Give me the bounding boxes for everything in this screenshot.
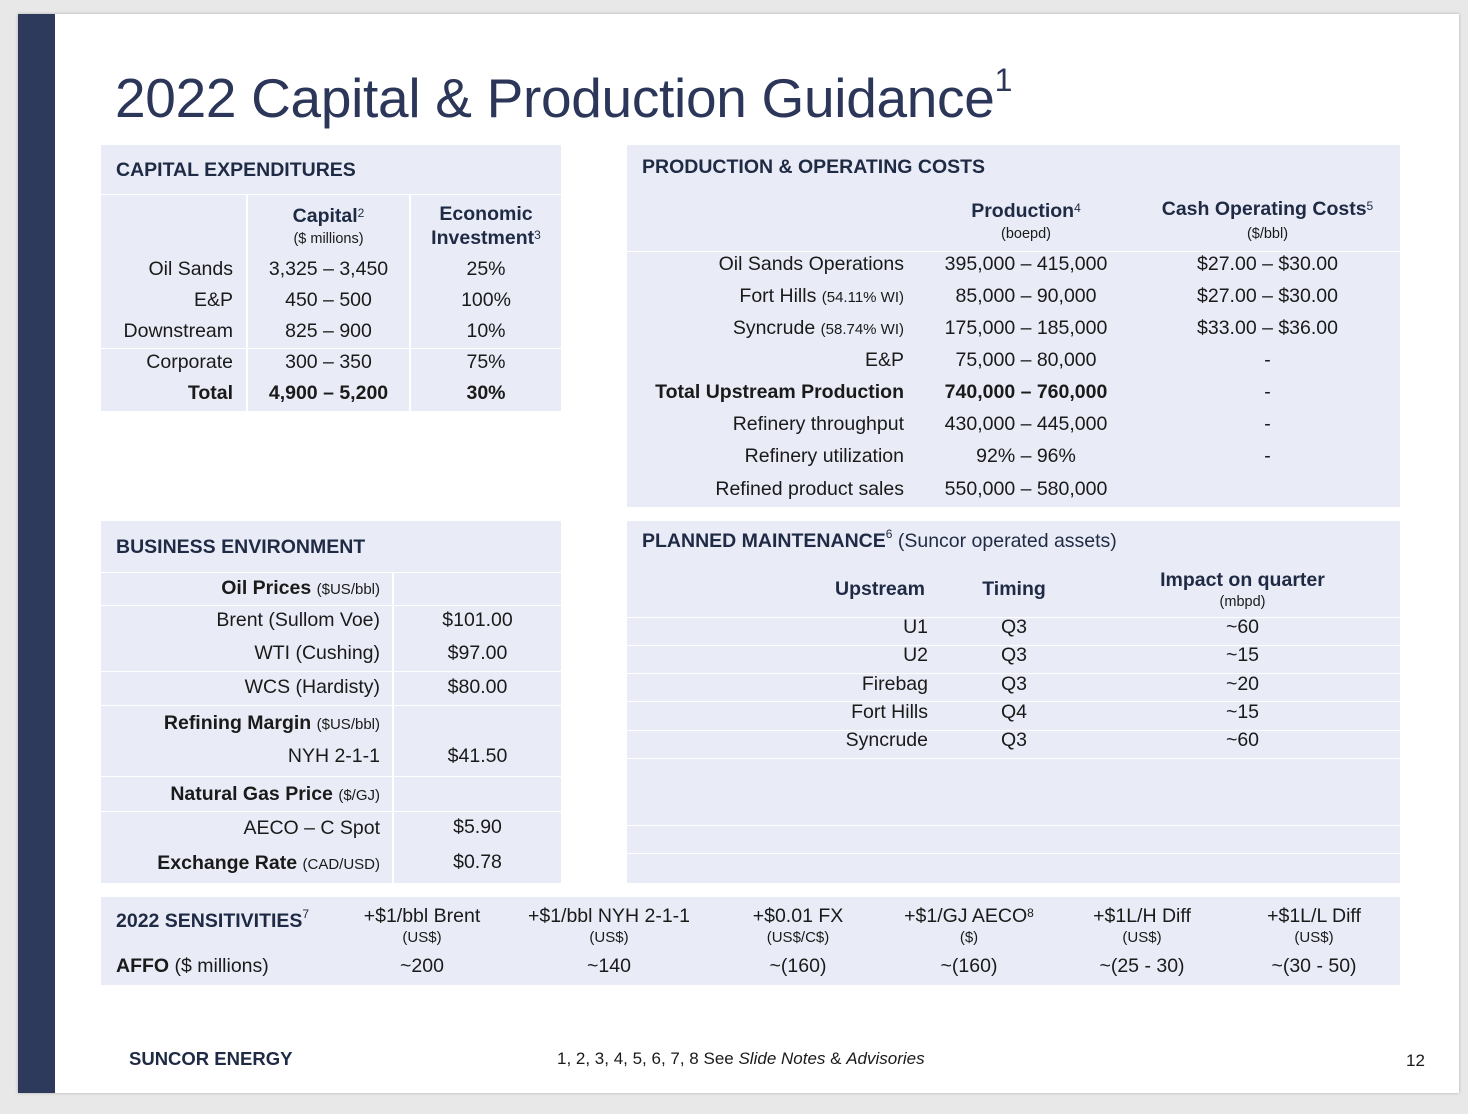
production-row-cost: $33.00 – $36.00: [1197, 317, 1338, 339]
sensitivity-col-unit: (US$): [402, 929, 442, 946]
sensitivity-col-label: +$1L/H Diff: [1093, 905, 1191, 927]
maintenance-heading: PLANNED MAINTENANCE$^6$ (Suncor operated assets): [642, 527, 1117, 552]
production-row-prod: 85,000 – 90,000: [955, 285, 1097, 307]
business-row-label: NYH 2-1-1: [287, 745, 380, 767]
business-row-label: AECO – C Spot: [243, 817, 380, 839]
business-divider: [101, 705, 561, 706]
title-footnote: 1: [994, 62, 1013, 98]
slide-sidebar-bar: [18, 14, 55, 1093]
capex-heading: CAPITAL EXPENDITURES: [116, 159, 356, 181]
capex-col-capital: Capital$^2$: [292, 205, 365, 227]
production-col-cost-unit: ($/bbl): [1246, 226, 1289, 242]
business-divider: [101, 811, 561, 812]
sensitivity-col-unit: (US$): [1294, 929, 1334, 946]
business-row-label: WTI (Cushing): [254, 642, 380, 664]
capex-row-label: Corporate: [146, 351, 233, 373]
capex-col-econ-line1: Economic: [439, 203, 533, 225]
production-col-cost: Cash Operating Costs$^5$: [1161, 198, 1374, 220]
capex-row-capital: 300 – 350: [285, 351, 372, 373]
capex-divider-1: [101, 194, 561, 195]
production-row-prod: 430,000 – 445,000: [944, 413, 1108, 435]
production-row-prod: 92% – 96%: [976, 445, 1076, 467]
maintenance-row-impact: ~15: [1225, 644, 1260, 666]
sensitivity-value: ~(25 - 30): [1099, 955, 1185, 977]
sensitivity-col-label: +$1/bbl Brent: [363, 905, 481, 927]
production-row-label: Fort Hills (54.11% WI): [739, 285, 904, 307]
capex-row-econ: 100%: [461, 289, 511, 311]
production-row-label: Syncrude (58.74% WI): [732, 317, 904, 339]
capex-col-capital-unit: ($ millions): [293, 231, 364, 247]
business-row-value: $101.00: [442, 609, 513, 631]
maintenance-row-timing: Q3: [1000, 616, 1027, 638]
sensitivities-heading: 2022 SENSITIVITIES$^7$: [116, 907, 310, 932]
capex-row-econ: 75%: [466, 351, 506, 373]
production-row-cost: -: [1264, 413, 1271, 435]
sensitivity-value: ~(30 - 50): [1271, 955, 1357, 977]
production-row-prod: 75,000 – 80,000: [955, 349, 1097, 371]
business-row-label: Natural Gas Price ($/GJ): [170, 783, 380, 805]
business-row-value: $97.00: [447, 642, 508, 664]
capex-row-econ: 25%: [466, 258, 506, 280]
business-divider: [101, 572, 561, 573]
business-row-label: WCS (Hardisty): [244, 676, 380, 698]
production-row-cost: $27.00 – $30.00: [1197, 253, 1338, 275]
production-row-label: Oil Sands Operations: [718, 253, 904, 275]
production-total-prod: 740,000 – 760,000: [944, 381, 1108, 403]
production-row-prod: 175,000 – 185,000: [944, 317, 1108, 339]
business-row-label: Brent (Sullom Voe): [216, 609, 380, 631]
maintenance-row-impact: ~60: [1225, 616, 1260, 638]
maintenance-col-impact-unit: (mbpd): [1219, 594, 1266, 610]
sensitivity-value: ~200: [400, 955, 444, 977]
sensitivity-value: ~(160): [769, 955, 827, 977]
capex-col-econ-line2: Investment$^3$: [431, 227, 541, 249]
capex-total-capital: 4,900 – 5,200: [268, 382, 389, 404]
business-row-value: $5.90: [453, 816, 502, 838]
production-row-cost: $27.00 – $30.00: [1197, 285, 1338, 307]
maintenance-divider: [627, 758, 1400, 759]
business-row-label: Refining Margin ($US/bbl): [163, 712, 380, 734]
business-row-value: $80.00: [447, 676, 508, 698]
production-row-label: E&P: [864, 349, 904, 371]
business-heading: BUSINESS ENVIRONMENT: [116, 536, 366, 558]
maintenance-row-timing: Q3: [1000, 729, 1027, 751]
business-row-value: $0.78: [453, 851, 502, 873]
production-row-label: Refined product sales: [715, 478, 904, 500]
maintenance-row-impact: ~15: [1225, 701, 1260, 723]
maintenance-row-asset: Fort Hills: [851, 701, 928, 723]
sensitivity-col-label: +$1L/L Diff: [1267, 905, 1361, 927]
sensitivity-col-unit: (US$): [589, 929, 629, 946]
maintenance-row-asset: U2: [903, 644, 928, 666]
capex-total-label: Total: [187, 382, 233, 404]
business-divider: [101, 776, 561, 777]
maintenance-row-impact: ~20: [1225, 673, 1260, 695]
production-row-prod: 395,000 – 415,000: [944, 253, 1108, 275]
sensitivity-col-unit: (US$): [1122, 929, 1162, 946]
capex-row-capital: 450 – 500: [285, 289, 372, 311]
capex-total-econ: 30%: [466, 382, 506, 404]
maintenance-row-asset: U1: [903, 616, 928, 638]
business-row-label: Oil Prices ($US/bbl): [221, 577, 380, 599]
capex-row-label: Oil Sands: [148, 258, 233, 280]
production-row-label: Refinery utilization: [744, 445, 904, 467]
sensitivities-row-label: AFFO ($ millions): [116, 955, 269, 977]
business-divider: [101, 671, 561, 672]
capex-row-label: Downstream: [123, 320, 233, 342]
production-heading: PRODUCTION & OPERATING COSTS: [642, 156, 986, 178]
capex-row-econ: 10%: [466, 320, 506, 342]
production-total-label: Total Upstream Production: [655, 381, 904, 403]
business-row-value: $41.50: [447, 745, 508, 767]
maintenance-col-impact: Impact on quarter: [1160, 569, 1325, 591]
maintenance-row-timing: Q3: [1000, 644, 1027, 666]
production-row-cost: -: [1264, 349, 1271, 371]
footer-notes: 1, 2, 3, 4, 5, 6, 7, 8 See Slide Notes & Advisories: [557, 1049, 925, 1068]
business-row-label: Exchange Rate (CAD/USD): [157, 852, 380, 874]
production-row-label: Refinery throughput: [732, 413, 904, 435]
sensitivity-col-label: +$0.01 FX: [752, 905, 844, 927]
sensitivity-col-label: +$1/bbl NYH 2-1-1: [527, 905, 691, 927]
production-row-cost: -: [1264, 445, 1271, 467]
sensitivity-col-unit: ($): [959, 929, 979, 946]
production-row-cost: -: [1264, 381, 1271, 403]
footer-brand: SUNCOR ENERGY: [129, 1048, 293, 1069]
sensitivity-value: ~(160): [940, 955, 998, 977]
capex-divider-2: [101, 348, 561, 349]
production-col-prod-unit: (boepd): [1001, 226, 1051, 242]
title-text: 2022 Capital & Production Guidance: [115, 67, 995, 129]
maintenance-divider: [627, 853, 1400, 854]
maintenance-col-timing: Timing: [982, 578, 1046, 600]
page-number: 12: [1406, 1051, 1425, 1070]
capex-row-capital: 3,325 – 3,450: [268, 258, 389, 280]
sensitivity-col-label: +$1/GJ AECO$^8$: [904, 905, 1034, 927]
maintenance-row-asset: Firebag: [861, 673, 928, 695]
production-col-prod: Production$^4$: [971, 200, 1081, 222]
maintenance-row-timing: Q4: [1000, 701, 1027, 723]
maintenance-row-asset: Syncrude: [845, 729, 928, 751]
maintenance-col-upstream: Upstream: [835, 578, 925, 600]
maintenance-row-impact: ~60: [1225, 729, 1260, 751]
sensitivity-col-unit: (US$/C$): [766, 929, 830, 946]
maintenance-row-timing: Q3: [1000, 673, 1027, 695]
capex-row-label: E&P: [193, 289, 233, 311]
capex-row-capital: 825 – 900: [285, 320, 372, 342]
page-title: [115, 62, 1013, 130]
business-divider: [101, 605, 561, 606]
maintenance-divider: [627, 825, 1400, 826]
production-row-prod: 550,000 – 580,000: [944, 478, 1108, 500]
sensitivity-value: ~140: [587, 955, 631, 977]
